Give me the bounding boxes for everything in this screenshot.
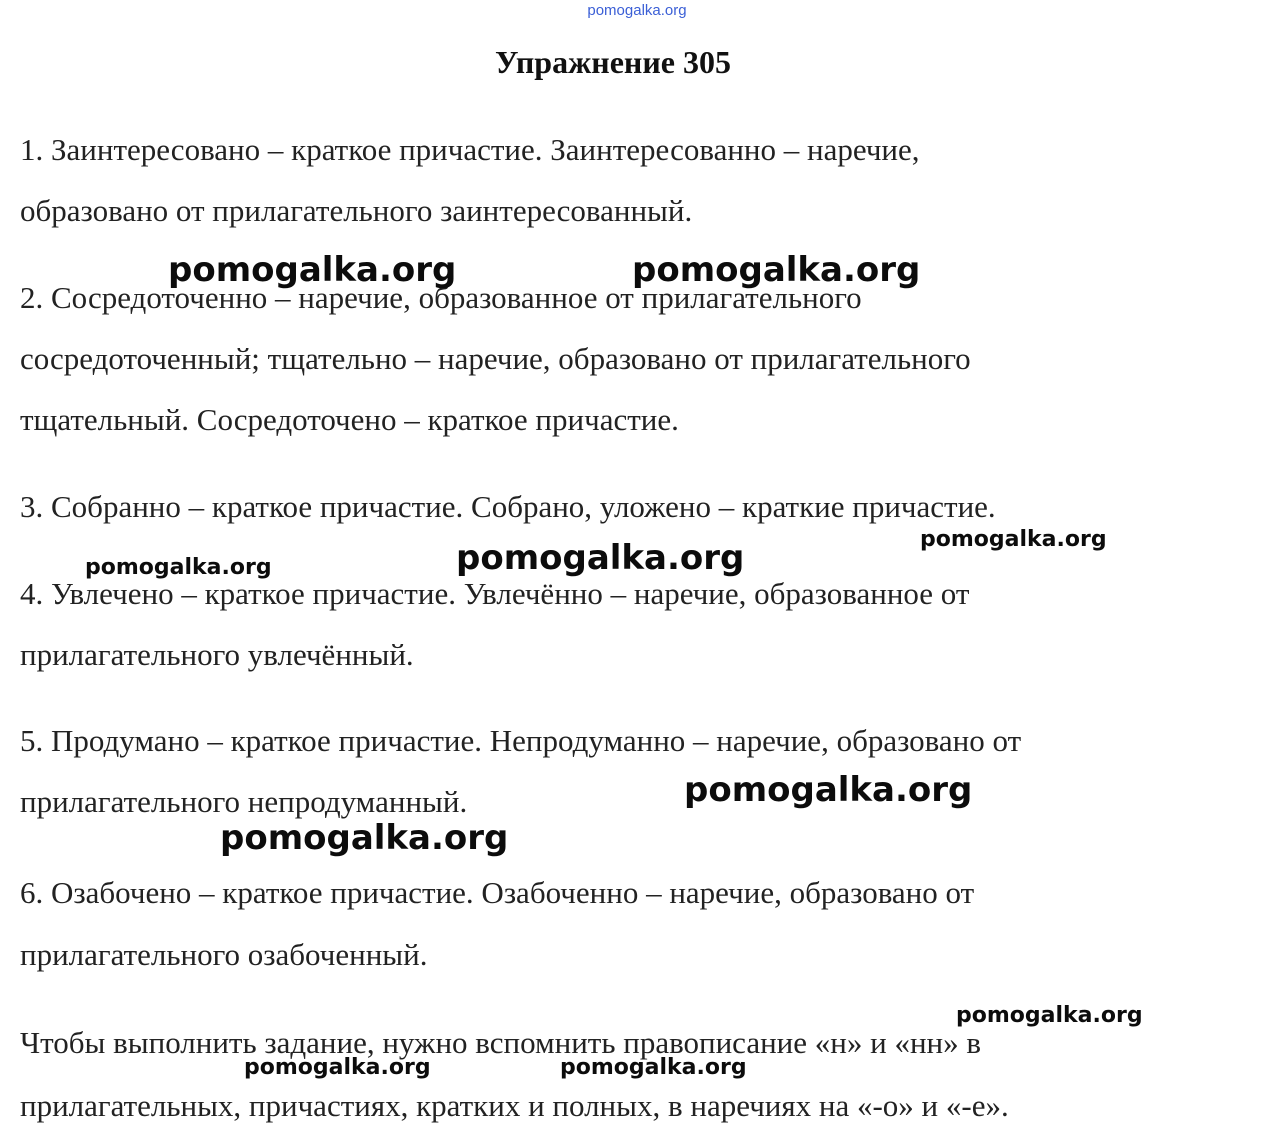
watermark: pomogalka.org — [85, 555, 272, 580]
text-line: сосредоточенный; тщательно – наречие, образовано от прилагательного — [20, 341, 971, 376]
watermark: pomogalka.org — [684, 770, 973, 810]
watermark: pomogalka.org — [632, 250, 921, 290]
text-line: 3. Собранно – краткое причастие. Собрано, уложено – краткие причастие. — [20, 489, 996, 524]
text-line: образовано от прилагательного заинтересованный. — [20, 193, 693, 228]
text-line: 6. Озабочено – краткое причастие. Озабоченно – наречие, образовано от — [20, 875, 975, 910]
text-line: 5. Продумано – краткое причастие. Непродуманно – наречие, образовано от — [20, 723, 1022, 758]
text-line: 2. Сосредоточенно – наречие, образованное от прилагательного — [20, 280, 862, 315]
text-line: прилагательного увлечённый. — [20, 637, 414, 672]
text-line: тщательный. Сосредоточено – краткое причастие. — [20, 402, 679, 437]
exercise-title: Упражнение 305 — [494, 44, 731, 80]
watermark: pomogalka.org — [456, 538, 745, 578]
watermark: pomogalka.org — [956, 1003, 1143, 1028]
watermark: pomogalka.org — [244, 1055, 431, 1080]
watermark: pomogalka.org — [168, 250, 457, 290]
watermark: pomogalka.org — [920, 527, 1107, 552]
text-line: прилагательных, причастиях, кратких и полных, в наречиях на «-о» и «-е». — [20, 1088, 1009, 1123]
text-line: прилагательного озабоченный. — [20, 937, 428, 972]
watermark: pomogalka.org — [560, 1055, 747, 1080]
text-line: 4. Увлечено – краткое причастие. Увлечённо – наречие, образованное от — [20, 576, 970, 611]
text-line: 1. Заинтересовано – краткое причастие. Заинтересованно – наречие, — [20, 132, 920, 167]
text-line: прилагательного непродуманный. — [20, 784, 468, 819]
text-line: Чтобы выполнить задание, нужно вспомнить правописание «н» и «нн» в — [20, 1025, 982, 1060]
watermark: pomogalka.org — [220, 818, 509, 858]
site-link[interactable]: pomogalka.org — [587, 2, 687, 19]
